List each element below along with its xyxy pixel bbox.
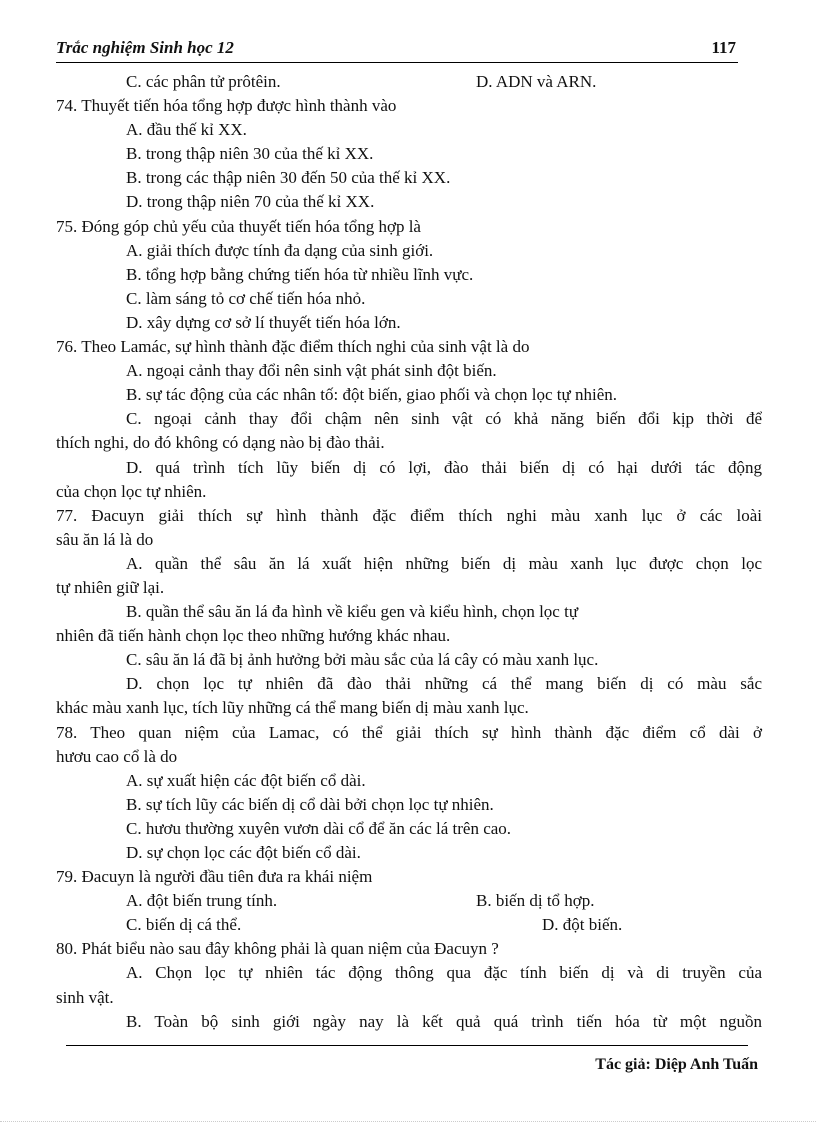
- answer-option: B. biến dị tổ hợp.: [476, 891, 595, 911]
- question-77: 77. Đacuyn giải thích sự hình thành đặc điểm thích nghi màu xanh lục ở các loài: [56, 505, 762, 525]
- question-76: 76. Theo Lamác, sự hình thành đặc điểm thích nghi của sinh vật là do: [56, 337, 530, 357]
- question-content: [56, 70, 762, 1034]
- question-continuation: hươu cao cổ là do: [56, 746, 178, 766]
- page-bottom-border: [0, 1121, 816, 1122]
- answer-option: A. giải thích được tính đa dạng của sinh giới.: [126, 240, 434, 260]
- answer-continuation: khác màu xanh lục, tích lũy những cá thể mang biến dị màu xanh lục.: [56, 698, 529, 718]
- question-75: 75. Đóng góp chủ yếu của thuyết tiến hóa tổng hợp là: [56, 216, 421, 236]
- answer-row: [56, 889, 762, 913]
- answer-option: B. sự tích lũy các biến dị cổ dài bởi chọn lọc tự nhiên.: [126, 794, 494, 814]
- answer-option: A. ngoại cảnh thay đổi nên sinh vật phát sinh đột biến.: [126, 361, 497, 381]
- answer-option: D. quá trình tích lũy biến dị có lợi, đào thải biến dị có hại dưới tác động: [126, 457, 762, 477]
- question-78: 78. Theo quan niệm của Lamac, có thể giải thích sự hình thành đặc điểm cổ dài ở: [56, 722, 762, 742]
- page-header: [56, 36, 738, 63]
- answer-option: B. sự tác động của các nhân tố: đột biến, giao phối và chọn lọc tự nhiên.: [126, 385, 617, 405]
- answer-option: B. Toàn bộ sinh giới ngày nay là kết quả quá trình tiến hóa từ một nguồn: [126, 1011, 762, 1031]
- answer-continuation: sinh vật.: [56, 987, 114, 1007]
- answer-option: C. biến dị cá thể.: [126, 915, 242, 935]
- header-title: Trắc nghiệm Sinh học 12: [56, 38, 234, 57]
- answer-option: A. đầu thế kỉ XX.: [126, 120, 247, 140]
- answer-option: D. ADN và ARN.: [476, 72, 597, 91]
- answer-row: [56, 913, 762, 937]
- answer-option: D. trong thập niên 70 của thế kỉ XX.: [126, 192, 375, 212]
- answer-option: C. ngoại cảnh thay đổi chậm nên sinh vật có khả năng biến đổi kịp thời để: [126, 409, 762, 429]
- answer-option: A. đột biến trung tính.: [126, 891, 278, 911]
- page-number: 117: [711, 38, 736, 57]
- question-continuation: sâu ăn lá là do: [56, 529, 154, 549]
- answer-option: D. đột biến.: [542, 915, 623, 935]
- answer-option: C. làm sáng tỏ cơ chế tiến hóa nhỏ.: [126, 288, 366, 308]
- answer-option: D. chọn lọc tự nhiên đã đào thải những cá thể mang biến dị có màu sắc: [126, 674, 762, 694]
- question-79: 79. Đacuyn là người đầu tiên đưa ra khái niệm: [56, 867, 373, 887]
- answer-continuation: của chọn lọc tự nhiên.: [56, 481, 207, 501]
- question-80: 80. Phát biểu nào sau đây không phải là quan niệm của Đacuyn ?: [56, 939, 499, 959]
- answer-option: B. trong các thập niên 30 đến 50 của thế kỉ XX.: [126, 168, 451, 188]
- answer-continuation: thích nghi, do đó không có dạng nào bị đào thải.: [56, 433, 385, 453]
- answer-option: B. quần thể sâu ăn lá đa hình về kiểu gen và kiểu hình, chọn lọc tự: [126, 602, 579, 622]
- footer-divider: [66, 1045, 748, 1046]
- answer-option: A. quần thể sâu ăn lá xuất hiện những biến dị màu xanh lục được chọn lọc: [126, 553, 762, 573]
- answer-continuation: nhiên đã tiến hành chọn lọc theo những hướng khác nhau.: [56, 626, 451, 646]
- answer-continuation: tự nhiên giữ lại.: [56, 577, 165, 597]
- answer-option: D. xây dựng cơ sở lí thuyết tiến hóa lớn.: [126, 312, 401, 332]
- answer-option: B. tổng hợp bằng chứng tiến hóa từ nhiều lĩnh vực.: [126, 264, 474, 284]
- answer-option: C. sâu ăn lá đã bị ảnh hưởng bởi màu sắc của lá cây có màu xanh lục.: [126, 650, 599, 670]
- answer-option: D. sự chọn lọc các đột biến cổ dài.: [126, 843, 361, 862]
- question-74: 74. Thuyết tiến hóa tổng hợp được hình thành vào: [56, 96, 397, 116]
- answer-option: A. sự xuất hiện các đột biến cổ dài.: [126, 770, 366, 790]
- answer-option: C. các phân tử prôtêin.: [126, 72, 281, 91]
- footer-author: Tác giả: Diệp Anh Tuấn: [595, 1056, 758, 1073]
- answer-row: [56, 70, 762, 94]
- answer-option: B. trong thập niên 30 của thế kỉ XX.: [126, 144, 374, 164]
- answer-option: A. Chọn lọc tự nhiên tác động thông qua đặc tính biến dị và di truyền của: [126, 963, 762, 983]
- answer-option: C. hươu thường xuyên vươn dài cổ để ăn các lá trên cao.: [126, 818, 512, 838]
